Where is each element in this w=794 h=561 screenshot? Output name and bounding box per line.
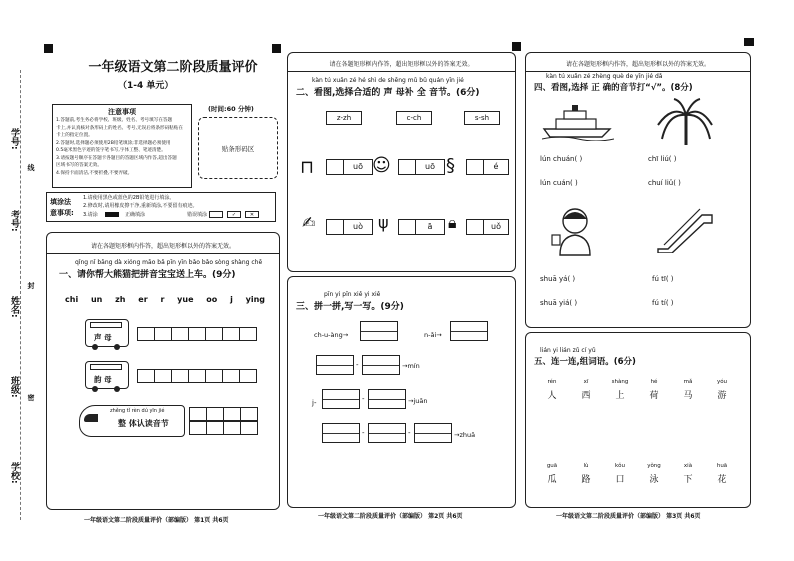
q4-title: 四、看图,选择 正 确的音节打“√”。(8分) <box>534 83 693 93</box>
dash: - <box>408 429 411 437</box>
q5-pinyin: lián yi lián zǔ cí yǔ <box>540 347 596 354</box>
table-icon: ⊓ <box>300 157 315 178</box>
fill-label-2: 意事项: <box>50 209 74 217</box>
q2-blank-final: uò <box>353 222 363 231</box>
finals-answer-boxes[interactable] <box>137 369 257 383</box>
fill-wrong-label: 错误填涂 <box>187 212 208 218</box>
q5-top-char[interactable]: 人 <box>547 391 557 401</box>
q4-pinyin: kàn tú xuǎn zé zhèng què de yīn jié dǎ <box>546 73 663 80</box>
willow-tree-icon <box>652 95 718 147</box>
q1-item: ying <box>245 295 265 304</box>
notice-line: 1.答题前,考生务必将学校、班级、姓名、考号填写在答题 <box>56 118 173 123</box>
q2-blank-final: uō <box>425 162 435 171</box>
q1-item: chi <box>65 295 79 304</box>
wheel-icon <box>114 386 120 392</box>
q5-title: 五、连一连,组词语。(6分) <box>534 357 636 367</box>
q5-bottom-pinyin: kǒu <box>614 463 626 469</box>
notice-line: 3.请按题号顺序在答题卡各题目的答题区域内作答,超出答题 <box>56 155 177 161</box>
person-writing-icon: ✍ <box>302 213 316 232</box>
correct-fill-sample <box>105 212 119 217</box>
notice-box <box>52 104 192 188</box>
page2-q3-panel <box>287 276 516 508</box>
unit-range: （1-4 单元） <box>118 81 174 91</box>
fill-line-1: 1.请使用黑色或蓝色的2B铅笔进行填涂。 <box>83 195 175 201</box>
q3-answer-box[interactable] <box>322 389 360 409</box>
q2-answer-box[interactable] <box>326 219 373 235</box>
side-label-class: 班级: <box>9 376 19 398</box>
side-mark-secret: 密 <box>27 394 35 401</box>
q2-blank-final: é <box>493 162 499 171</box>
q5-bottom-char[interactable]: 瓜 <box>547 475 557 485</box>
side-label-school: 学校: <box>9 462 19 484</box>
girl-brushing-teeth-icon <box>550 203 600 257</box>
q5-top-char[interactable]: 马 <box>683 391 693 401</box>
train-window <box>90 364 122 370</box>
notice-line: 2.答题时,选择题必须使用2B铅笔填涂;非选择题必须使用 <box>56 140 171 146</box>
q3-pinyin: pīn yi pīn xiě yi xiě <box>324 291 381 298</box>
q3-item-6: →zhuā <box>454 431 476 439</box>
q5-top-pinyin: hé <box>650 379 658 385</box>
time-limit: (时间:60 分钟) <box>208 105 254 113</box>
train-window <box>90 322 122 328</box>
q3-answer-box[interactable] <box>414 423 452 443</box>
notice-line: 0.5毫米黑色字迹的签字笔书写,字体工整、笔迹清楚。 <box>56 148 166 153</box>
q5-bottom-pinyin: huā <box>716 463 728 469</box>
q2-answer-box[interactable] <box>398 159 445 175</box>
q5-bottom-pinyin: xià <box>683 463 693 469</box>
fork-icon: ψ <box>378 213 389 232</box>
q3-answer-box[interactable] <box>360 321 398 341</box>
check-mark-icon: ✓ <box>227 211 241 218</box>
fill-method-box <box>46 192 276 222</box>
q5-top-pinyin: yóu <box>716 379 728 385</box>
train-label-initials: 声 母 <box>94 333 112 342</box>
page3-q5-panel <box>525 332 751 508</box>
q4-option[interactable]: chuí liǔ( ) <box>648 179 681 187</box>
q3-item-4: j- <box>312 399 317 407</box>
q3-item-3: →mín <box>402 362 420 370</box>
page2-q2-panel <box>287 52 516 272</box>
q5-top-pinyin: mǎ <box>683 379 693 385</box>
option-s-sh: s-sh <box>464 111 500 125</box>
q5-top-char[interactable]: 荷 <box>649 391 659 401</box>
q5-bottom-pinyin: lù <box>583 463 589 469</box>
dash: - <box>362 429 365 437</box>
fill-correct-label: 正确填涂 <box>125 212 146 218</box>
option-z-zh: z-zh <box>326 111 362 125</box>
barcode-area <box>198 117 278 179</box>
answer-notice: 请在各题矩形框内作答，超出矩形框以外的答案无效。 <box>329 61 474 68</box>
wrong-fill-sample <box>209 211 223 218</box>
q2-answer-box[interactable] <box>466 159 509 175</box>
initials-answer-boxes[interactable] <box>137 327 257 341</box>
q4-option[interactable]: lún cuán( ) <box>540 179 578 187</box>
ship-icon <box>542 103 614 141</box>
side-mark-seal: 封 <box>27 282 35 289</box>
fill-line-2: 2.修改时,请用橡皮擦干净,重新填涂,不要留有痕迹。 <box>83 203 198 209</box>
notice-line: 卡上,并认真核对条形码上的姓名、考号,无误后将条形码粘贴在 <box>56 125 183 131</box>
q3-answer-box[interactable] <box>450 321 488 341</box>
q1-item: yue <box>177 295 194 304</box>
q3-answer-box[interactable] <box>368 389 406 409</box>
notice-line: 卡上的指定位置。 <box>56 133 93 138</box>
q4-option[interactable]: fú tí( ) <box>652 299 674 307</box>
train-engine-whole-syllables <box>79 405 185 437</box>
registration-mark <box>272 44 281 53</box>
q2-answer-box[interactable] <box>398 219 445 235</box>
wheel-icon <box>92 386 98 392</box>
notice-line: 区域书写的答案无效。 <box>56 163 102 168</box>
q5-bottom-pinyin: yǒng <box>647 463 661 469</box>
option-c-ch: c-ch <box>396 111 432 125</box>
wheel-icon <box>92 344 98 350</box>
q4-option[interactable]: shuā yiá( ) <box>540 299 578 307</box>
q5-bottom-char[interactable]: 路 <box>581 475 591 485</box>
barcode-label: 贴条形码区 <box>221 145 255 153</box>
train-car-initials <box>85 319 129 347</box>
escalator-icon <box>654 205 714 253</box>
whole-syllable-answer-boxes[interactable] <box>189 407 258 421</box>
answer-notice: 请在各题矩形框内作答，超出矩形框以外的答案无效。 <box>90 243 235 250</box>
q1-items <box>65 295 265 304</box>
q4-option[interactable]: shuā yá( ) <box>540 275 576 283</box>
q3-answer-box[interactable] <box>316 355 354 375</box>
lock-icon: 🔒︎ <box>448 213 457 232</box>
registration-mark <box>744 38 754 46</box>
q3-item-2: n-ǎi→ <box>424 331 442 339</box>
q3-title: 三、拼一拼,写一写。(9分) <box>296 302 404 312</box>
side-label-name: 姓名: <box>9 296 19 318</box>
q3-answer-box[interactable] <box>362 355 400 375</box>
fill-line-3: 3.请涂 <box>83 212 98 218</box>
q1-title: 一、请你帮大熊猫把拼音宝宝送上车。(9分) <box>59 270 236 280</box>
train-windshield <box>84 414 98 422</box>
person-sitting-icon: ☺ <box>372 155 391 176</box>
q1-item: er <box>138 295 148 304</box>
q5-bottom-char[interactable]: 花 <box>717 475 727 485</box>
side-mark-line: 线 <box>27 164 35 171</box>
fill-label-1: 填涂法 <box>50 198 71 206</box>
notice-line: 4.保持卡面清洁,不要折叠,不要弄破。 <box>56 170 133 176</box>
q2-pinyin: kàn tú xuǎn zé hé shì de shēng mǔ bǔ quán yīn jié <box>312 77 464 84</box>
q5-top-char[interactable]: 上 <box>615 391 625 401</box>
q5-bottom-char[interactable]: 泳 <box>649 475 659 485</box>
page1-footer: 一年级语文第二阶段质量评价（部编版） 第1页 共6页 <box>84 517 229 524</box>
train-label-finals: 韵 母 <box>94 375 112 384</box>
q2-answer-box[interactable] <box>466 219 509 235</box>
train-car-finals <box>85 361 129 389</box>
wheel-icon <box>114 344 120 350</box>
q2-answer-box[interactable] <box>326 159 373 175</box>
q1-item: oo <box>206 295 218 304</box>
whole-syllable-answer-boxes[interactable] <box>189 421 258 435</box>
page1-answer-panel <box>46 232 280 510</box>
notice-lines <box>56 117 188 177</box>
registration-mark <box>512 42 521 51</box>
dash: - <box>362 395 365 403</box>
page2-footer: 一年级语文第二阶段质量评价（部编版） 第2页 共6页 <box>318 513 463 520</box>
q5-bottom-char[interactable]: 下 <box>683 475 693 485</box>
snake-icon: § <box>446 155 455 176</box>
q5-bottom-pinyin: guā <box>546 463 558 469</box>
q5-top-char[interactable]: 游 <box>717 391 727 401</box>
q4-option[interactable]: lún chuán( ) <box>540 155 583 163</box>
q1-item: zh <box>115 295 126 304</box>
q2-blank-final: uǒ <box>491 222 501 231</box>
q1-item: j <box>230 295 233 304</box>
page3-q4-panel <box>525 52 751 328</box>
q5-top-char[interactable]: 西 <box>581 391 591 401</box>
train-label-whole: 整 体认读音节 <box>118 419 169 428</box>
q5-top-pinyin: shàng <box>611 379 629 385</box>
q4-option[interactable]: chī liú( ) <box>648 155 677 163</box>
registration-mark <box>44 44 53 53</box>
train3-pinyin: zhěng tǐ rèn dú yīn jié <box>110 408 165 414</box>
answer-notice: 请在各题矩形框内作答，超出矩形框以外的答案无效。 <box>565 61 710 68</box>
q1-pinyin: qǐng nǐ bāng dà xióng māo bǎ pīn yīn bǎo bǎo sòng shàng chē <box>75 259 263 266</box>
q4-option[interactable]: fú tī( ) <box>652 275 674 283</box>
q5-top-pinyin: xī <box>583 379 589 385</box>
q3-answer-box[interactable] <box>322 423 360 443</box>
exam-title: 一年级语文第二阶段质量评价 <box>88 60 258 75</box>
q5-top-pinyin: rén <box>547 379 557 385</box>
q3-answer-box[interactable] <box>368 423 406 443</box>
side-label-exam-no: 考号: <box>9 210 19 232</box>
q5-bottom-char[interactable]: 口 <box>615 475 625 485</box>
q3-item-5: →juān <box>408 397 428 405</box>
dash: - <box>356 361 359 369</box>
q3-item-1: ch-u-àng→ <box>314 331 349 339</box>
cross-mark-icon: ✕ <box>245 211 259 218</box>
page3-footer: 一年级语文第二阶段质量评价（部编版） 第3页 共6页 <box>556 513 701 520</box>
q2-blank-final: ā <box>427 222 433 231</box>
q1-item: r <box>160 295 165 304</box>
q2-title: 二、看图,选择合适的 声 母补 全 音节。(6分) <box>296 88 480 98</box>
q2-blank-final: uō <box>353 162 363 171</box>
q1-item: un <box>90 295 103 304</box>
notice-title: 注意事项 <box>108 108 136 116</box>
side-label-id: 学号: <box>9 128 19 150</box>
